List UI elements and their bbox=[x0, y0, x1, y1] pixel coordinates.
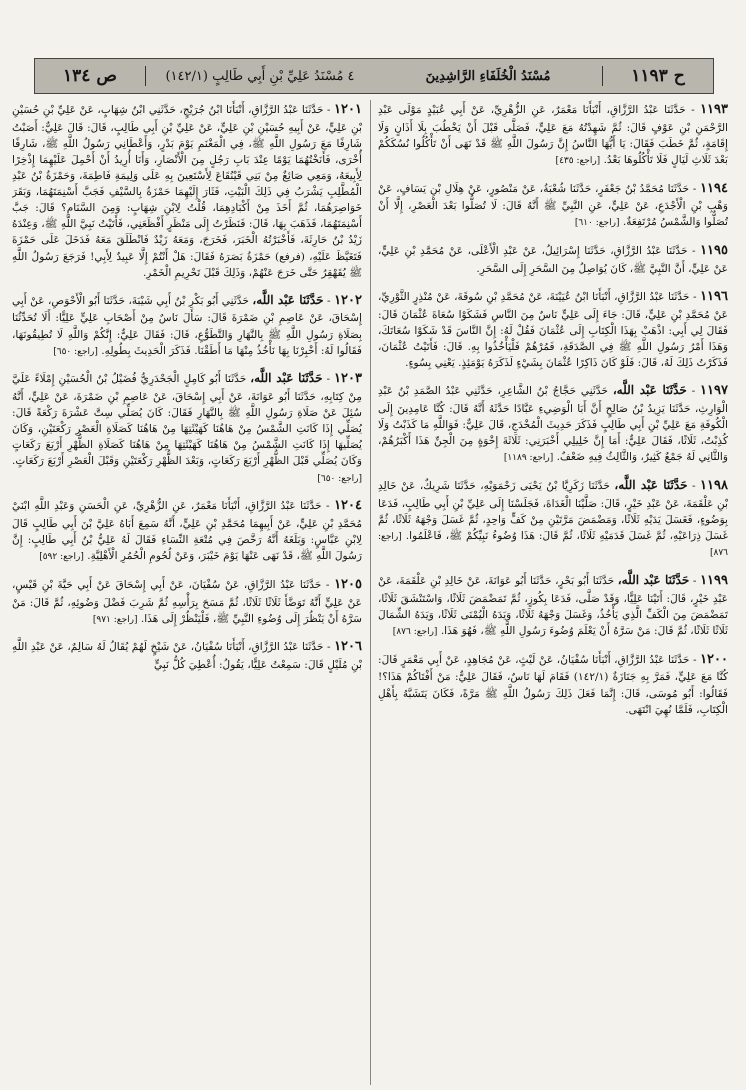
hadith-1197: ١١٩٧ - حَدَّثَنَا عَبْد اللَّه، حَدَّثَنِي حَجَّاجُ بْنُ الشَّاعِرِ، حَدَّثَنِي عَبْدُ الصَّمَدِ بْنُ عَبْدِ الْوَارِثِ، حَدَّثَنَا يَزِيدُ بْنُ صَالِحٍ أَنَّ أَبَا الْوَضِيءِ عَبَّادًا حَدَّثَهُ أَنَّهُ قَالَ: كُنَّا عَامِدِينَ إِلَى الْكُوفَةِ مَعَ عَلِيِّ بْنِ أَبِي طَالِبٍ فَذَكَرَ حَدِيثَ الْمُخْدَجِ، قَالَ عَلِيٌّ: فَوَاللَّهِ مَا كَذَبْتُ وَلَا كُذِبْتُ، ثَلَاثًا، فَقَالَ عَلِيٌّ: أَمَا إِنَّ خَلِيلِي أَخْبَرَنِي: ثَلَاثَةَ إِخْوَةٍ مِنَ الْجِنِّ هَذَا أَكْبَرُهُمْ، وَالثَّانِي لَهُ جَمْعٌ كَثِيرٌ، وَالثَّالِثُ فِيهِ ضَعْفٌ. [راجع: ١١٨٩] bbox=[378, 383, 728, 464]
hadith-number: ١٢٠١ bbox=[334, 102, 362, 117]
left-column bbox=[12, 100, 362, 1085]
hadith-number: ١١٩٨ bbox=[700, 477, 728, 493]
hadith-narrator-label: حَدَّثَنَا عَبْد اللَّه، bbox=[614, 477, 688, 492]
hadith-number: ١٢٠٥ bbox=[334, 576, 362, 592]
hadith-ref: [راجع: ٦٥٠] bbox=[53, 346, 98, 357]
hadith-text: حَدَّثَنَا عَبْدُ الرَّزَّاقِ، أَنْبَأَنَا مَعْمَرٌ، عَنِ الزُّهْرِيِّ، عَنِ الْحَسَنِ وَعَبْدِ اللَّهِ ابْنَيْ مُحَمَّدِ بْنِ عَلِيٍّ، عَنْ أَبِيهِمَا مُحَمَّدِ بْنِ عَلِيٍّ، أَنَّهُ سَمِعَ أَبَاهُ عَلِيَّ بْنَ أَبِي طَالِبٍ قَالَ لِابْنِ عَبَّاسٍ: وَبَلَغَهُ أَنَّهُ رَخَّصَ فِي مُتْعَةِ النِّسَاءِ فَقَالَ لَهُ عَلِيُّ بْنُ أَبِي طَالِبٍ: إِنَّ رَسُولَ اللَّهِ ﷺ، قَدْ نَهَى عَنْهَا يَوْمَ خَيْبَرَ، وَعَنْ لُحُومِ الْحُمُرِ الْأَهْلِيَّةِ. bbox=[12, 500, 362, 563]
hadith-text: حَدَّثَنَا عَبْدُ الرَّزَّاقِ، أَنْبَأَنَا مَعْمَرٌ، عَنِ الزُّهْرِيِّ، عَنْ أَبِي عُبَيْدٍ مَوْلَى عَبْدِ الرَّحْمَنِ بْنِ عَوْفٍ قَالَ: ثُمَّ شَهِدْتُهُ مَعَ عَلِيٍّ، فَصَلَّى قَبْلَ أَنْ يَخْطُبَ بِلَا أَذَانٍ وَلَا إِقَامَةٍ، ثُمَّ خَطَبَ فَقَالَ: يَا أَيُّهَا النَّاسُ إِنَّ رَسُولَ اللَّهِ ﷺ قَدْ نَهَى أَنْ تَأْكُلُوا نُسُكَكُمْ بَعْدَ ثَلَاثِ لَيَالٍ فَلَا تَأْكُلُوهَا بَعْدُ. bbox=[378, 104, 728, 166]
hadith-text: حَدَّثَنَا عَبْدُ الرَّزَّاقِ، حَدَّثَنَا إِسْرَائِيلُ، عَنْ عَبْدِ الْأَعْلَى، عَنْ مُحَمَّدِ بْنِ عَلِيٍّ، عَنْ عَلِيٍّ، أَنَّ النَّبِيَّ ﷺ، كَانَ يُوَاصِلُ مِنَ السَّحَرِ إِلَى السَّحَرِ. bbox=[378, 245, 728, 275]
hadith-number: ١١٩٧ bbox=[700, 383, 728, 399]
hadith-ref: [راجع: ١١٨٩] bbox=[503, 453, 554, 464]
header-hadith-ref: ح ١١٩٣ bbox=[602, 66, 713, 86]
hadith-text: حَدَّثَنَا عَبْدُ الرَّزَّاقِ، أَنْبَأَنَا ابْنُ عُيَيْنَةَ، عَنْ مُحَمَّدِ بْنِ سُوقَةَ، عَنْ مُنْذِرٍ الثَّوْرِيِّ، عَنْ مُحَمَّدِ بْنِ عَلِيٍّ، قَالَ: جَاءَ إِلَى عَلِيٍّ نَاسٌ مِنَ النَّاسِ فَشَكَوْا سُعَاةَ عُثْمَانَ قَالَ: فَقَالَ لِي أَبِي: اذْهَبْ بِهَذَا الْكِتَابِ إِلَى عُثْمَانَ فَقُلْ لَهُ: إِنَّ النَّاسَ قَدْ شَكَوْا سُعَاتَكَ، وَهَذَا أَمْرُ رَسُولِ اللَّهِ ﷺ فِي الصَّدَقَةِ، فَمُرْهُمْ فَلْيَأْخُذُوا بِهِ. قَالَ: فَأَتَيْتُ عُثْمَانَ، فَذَكَرْتُ ذَلِكَ لَهُ، قَالَ: فَلَوْ كَانَ ذَاكِرًا عُثْمَانَ بِشَيْءٍ لَذَكَرَهُ يَوْمَئِذٍ. يَعْنِي بِسُوءٍ. bbox=[378, 290, 728, 369]
hadith-ref: [راجع: ٤٣٥] bbox=[555, 155, 601, 166]
hadith-1203: ١٢٠٣ - حَدَّثَنَا عَبْد اللَّه، حَدَّثَنَا أَبُو كَامِلٍ الْجَحْدَرِيُّ فُضَيْلُ بْنُ الْحُسَيْنِ إِمْلَاءً عَلَيَّ مِنْ كِتَابِهِ، حَدَّثَنَا أَبُو عَوَانَةَ، عَنْ أَبِي إِسْحَاقَ، عَنْ عَاصِمِ بْنِ ضَمْرَةَ، عَنْ عَلِيٍّ، أَنَّهُ سُئِلَ عَنْ صَلَاةِ رَسُولِ اللَّهِ ﷺ بِالنَّهَارِ فَقَالَ: كَانَ يُصَلِّي سِتَّ عَشْرَةَ رَكْعَةً قَالَ: يُصَلِّي إِذَا كَانَتِ الشَّمْسُ مِنْ هَاهُنَا كَهَيْئَتِهَا مِنْ هَاهُنَا كَصَلَاةِ الْعَصْرِ رَكْعَتَيْنِ، وَكَانَ يُصَلِّيهَا إِذَا كَانَتِ الشَّمْسُ مِنْ هَاهُنَا كَهَيْئَتِهَا مِنْ هَاهُنَا كَصَلَاةِ الظُّهْرِ أَرْبَعَ رَكَعَاتٍ وَكَانَ يُصَلِّي قَبْلَ الظُّهْرِ أَرْبَعَ رَكَعَاتٍ، وَبَعْدَ الظُّهْرِ رَكْعَتَيْنِ وَقَبْلَ الْعَصْرِ أَرْبَعَ رَكَعَاتٍ. [راجع: ٦٥٠] bbox=[12, 371, 362, 484]
hadith-number: ١١٩٩ bbox=[700, 573, 728, 589]
hadith-1196: ١١٩٦ - حَدَّثَنَا عَبْدُ الرَّزَّاقِ، أَنْبَأَنَا ابْنُ عُيَيْنَةَ، عَنْ مُحَمَّدِ بْنِ سُوقَةَ، عَنْ مُنْذِرٍ الثَّوْرِيِّ، عَنْ مُحَمَّدِ بْنِ عَلِيٍّ، قَالَ: جَاءَ إِلَى عَلِيٍّ نَاسٌ مِنَ النَّاسِ فَشَكَوْا سُعَاةَ عُثْمَانَ قَالَ: فَقَالَ لِي أَبِي: اذْهَبْ بِهَذَا الْكِتَابِ إِلَى عُثْمَانَ فَقُلْ لَهُ: إِنَّ النَّاسَ قَدْ شَكَوْا سُعَاتَكَ، وَهَذَا أَمْرُ رَسُولِ اللَّهِ ﷺ فِي الصَّدَقَةِ، فَمُرْهُمْ فَلْيَأْخُذُوا بِهِ. قَالَ: فَأَتَيْتُ عُثْمَانَ، فَذَكَرْتُ ذَلِكَ لَهُ، قَالَ: فَلَوْ كَانَ ذَاكِرًا عُثْمَانَ بِشَيْءٍ لَذَكَرَهُ يَوْمَئِذٍ. يَعْنِي بِسُوءٍ. bbox=[378, 288, 728, 369]
hadith-1204: ١٢٠٤ - حَدَّثَنَا عَبْدُ الرَّزَّاقِ، أَنْبَأَنَا مَعْمَرٌ، عَنِ الزُّهْرِيِّ، عَنِ الْحَسَنِ وَعَبْدِ اللَّهِ ابْنَيْ مُحَمَّدِ بْنِ عَلِيٍّ، عَنْ أَبِيهِمَا مُحَمَّدِ بْنِ عَلِيٍّ، أَنَّهُ سَمِعَ أَبَاهُ عَلِيَّ بْنَ أَبِي طَالِبٍ قَالَ لِابْنِ عَبَّاسٍ: وَبَلَغَهُ أَنَّهُ رَخَّصَ فِي مُتْعَةِ النِّسَاءِ فَقَالَ لَهُ عَلِيُّ بْنُ أَبِي طَالِبٍ: إِنَّ رَسُولَ اللَّهِ ﷺ، قَدْ نَهَى عَنْهَا يَوْمَ خَيْبَرَ، وَعَنْ لُحُومِ الْحُمُرِ الْأَهْلِيَّةِ. [راجع: ٥٩٢] bbox=[12, 498, 362, 563]
hadith-text: حَدَّثَنَا عَبْدُ الرَّزَّاقِ، عَنْ سُفْيَانَ، عَنْ أَبِي إِسْحَاقَ عَنْ أَبِي حَيَّةَ بْنِ قَيْسٍ، عَنْ عَلِيٍّ أَنَّهُ تَوَضَّأَ ثَلَاثًا ثَلَاثًا، ثُمَّ مَسَحَ بِرَأْسِهِ ثُمَّ شَرِبَ فَضْلَ وَضُوئِهِ، ثُمَّ قَالَ: مَنْ سَرَّهُ أَنْ يَنْظُرَ إِلَى وُضُوءِ النَّبِيِّ ﷺ، فَلْيَنْظُرْ إِلَى هَذَا. bbox=[12, 578, 362, 625]
hadith-text: حَدَّثَنِي حَجَّاجُ بْنُ الشَّاعِرِ، حَدَّثَنِي عَبْدُ الصَّمَدِ بْنُ عَبْدِ الْوَارِثِ، حَدَّثَنَا يَزِيدُ بْنُ صَالِحٍ أَنَّ أَبَا الْوَضِيءِ عَبَّادًا حَدَّثَهُ أَنَّهُ قَالَ: كُنَّا عَامِدِينَ إِلَى الْكُوفَةِ مَعَ عَلِيِّ بْنِ أَبِي طَالِبٍ فَذَكَرَ حَدِيثَ الْمُخْدَجِ، قَالَ عَلِيٌّ: فَوَاللَّهِ مَا كَذَبْتُ وَلَا كُذِبْتُ، ثَلَاثًا، فَقَالَ عَلِيٌّ: أَمَا إِنَّ خَلِيلِي أَخْبَرَنِي: ثَلَاثَةَ إِخْوَةٍ مِنَ الْجِنِّ هَذَا أَكْبَرُهُمْ، وَالثَّانِي لَهُ جَمْعٌ كَثِيرٌ، وَالثَّالِثُ فِيهِ ضَعْفٌ. bbox=[378, 385, 728, 464]
hadith-number: ١١٩٥ bbox=[700, 243, 728, 259]
hadith-ref: [راجع: ٦١٠] bbox=[574, 218, 620, 229]
hadith-1202: ١٢٠٢ - حَدَّثَنَا عَبْد اللَّه، حَدَّثَنِي أَبُو بَكْرِ بْنُ أَبِي شَيْبَةَ، حَدَّثَنَا أَبُو الْأَحْوَصِ، عَنْ أَبِي إِسْحَاقَ، عَنْ عَاصِمِ بْنِ ضَمْرَةَ قَالَ: سَأَلَ نَاسٌ مِنْ أَصْحَابِ عَلِيٍّ عَلِيًّا: أَلَا تُحَدِّثُنَا بِصَلَاةِ رَسُولِ اللَّهِ ﷺ بِالنَّهَارِ وَالتَّطَوُّعِ، قَالَ: فَقَالَ عَلِيٌّ: إِنَّكُمْ وَاللَّهِ لَا تُطِيقُونَهَا، فَقَالُوا لَهُ: أَخْبِرْنَا بِهَا نَأْخُذُ مِنْهَا مَا أَطَقْنَا. فَذَكَرَ الْحَدِيثَ بِطُولِهِ. [راجع: ٦٥٠] bbox=[12, 292, 362, 357]
hadith-1200: ١٢٠٠ - حَدَّثَنَا عَبْدُ الرَّزَّاقِ، أَنْبَأَنَا سُفْيَانُ، عَنْ لَيْثٍ، عَنْ مُجَاهِدٍ، عَنْ أَبِي مَعْمَرٍ قَالَ: كُنَّا مَعَ عَلِيٍّ، فَمَرَّ بِهِ جَنَازَةٌ (١٤٢/١) فَقَامَ لَهَا نَاسٌ، فَقَالَ عَلِيٌّ: مَنْ أَفْتَاكُمْ هَذَا؟! فَقَالُوا: أَبُو مُوسَى، قَالَ: إِنَّمَا فَعَلَ ذَلِكَ رَسُولُ اللَّهِ ﷺ مَرَّةً، فَكَانَ يَتَشَبَّهُ بِأَهْلِ الْكِتَابِ، فَلَمَّا نُهِيَ انْتَهَى. bbox=[378, 651, 728, 716]
hadith-text: حَدَّثَنَا عَبْدُ الرَّزَّاقِ، أَنْبَأَنَا ابْنُ جُرَيْجٍ، حَدَّثَنِي ابْنُ شِهَابٍ، عَنْ عَلِيِّ بْنِ حُسَيْنِ بْنِ عَلِيٍّ، عَنْ أَبِيهِ حُسَيْنِ بْنِ عَلِيٍّ، عَنْ عَلِيِّ بْنِ أَبِي طَالِبٍ، قَالَ: قَالَ عَلِيٌّ: أَصَبْتُ شَارِفًا مَعَ رَسُولِ اللَّهِ ﷺ، فِي الْمَغْنَمِ يَوْمَ بَدْرٍ، وَأَعْطَانِي رَسُولُ اللَّهِ ﷺ، شَارِفًا أُخْرَى، فَأَنَخْتُهُمَا يَوْمًا عِنْدَ بَابِ رَجُلٍ مِنَ الْأَنْصَارِ، وَأَنَا أُرِيدُ أَنْ أَحْمِلَ عَلَيْهِمَا إِذْخِرًا لِأَبِيعَهُ، وَمَعِي صَائِغٌ مِنْ بَنِي قَيْنُقَاعَ لِأَسْتَعِينَ بِهِ عَلَى وَلِيمَةِ فَاطِمَةَ، وَحَمْزَةُ بْنُ عَبْدِ الْمُطَّلِبِ يَشْرَبُ فِي ذَلِكَ الْبَيْتِ، فَثَارَ إِلَيْهِمَا حَمْزَةُ بِالسَّيْفِ فَجَبَّ أَسْنِمَتَهُمَا، وَبَقَرَ خَوَاصِرَهُمَا، ثُمَّ أَخَذَ مِنْ أَكْبَادِهِمَا، قُلْتُ لِابْنِ شِهَابٍ: وَمِنَ السَّنَامِ؟ قَالَ: جَبَّ أَسْنِمَتَهُمَا، فَذَهَبَ بِهَا، قَالَ: فَنَظَرْتُ إِلَى مَنْظَرٍ أَفْظَعَنِي، فَأَتَيْتُ نَبِيَّ اللَّهِ ﷺ، وَعِنْدَهُ زَيْدُ بْنُ حَارِثَةَ، فَأَخْبَرْتُهُ الْخَبَرَ، فَخَرَجَ، وَمَعَهُ زَيْدٌ فَانْطَلَقَ مَعَهُ فَدَخَلَ عَلَى حَمْزَةَ فَتَغَيَّظَ عَلَيْهِ، (فرفع) حَمْزَةُ بَصَرَهُ فَقَالَ: هَلْ أَنْتُمْ إِلَّا عَبِيدٌ لِأَبِي! فَرَجَعَ رَسُولُ اللَّهِ ﷺ يُقَهْقِرُ حَتَّى خَرَجَ عَنْهُمْ، وَذَلِكَ قَبْلَ تَحْرِيمِ الْخَمْرِ. bbox=[12, 104, 362, 279]
hadith-text: حَدَّثَنَا مُحَمَّدُ بْنُ جَعْفَرٍ، حَدَّثَنَا شُعْبَةُ، عَنْ مَنْصُورٍ، عَنْ هِلَالِ بْنِ يَسَافٍ، عَنْ وَهْبِ بْنِ الْأَجْدَعِ، عَنْ عَلِيٍّ، عَنِ النَّبِيِّ ﷺ أَنَّهُ قَالَ: لَا تُصَلُّوا بَعْدَ الْعَصْرِ، إِلَّا أَنْ تُصَلُّوا وَالشَّمْسُ مُرْتَفِعَةٌ. bbox=[378, 182, 728, 229]
hadith-1193: ١١٩٣ - حَدَّثَنَا عَبْدُ الرَّزَّاقِ، أَنْبَأَنَا مَعْمَرٌ، عَنِ الزُّهْرِيِّ، عَنْ أَبِي عُبَيْدٍ مَوْلَى عَبْدِ الرَّحْمَنِ بْنِ عَوْفٍ قَالَ: ثُمَّ شَهِدْتُهُ مَعَ عَلِيٍّ، فَصَلَّى قَبْلَ أَنْ يَخْطُبَ بِلَا أَذَانٍ وَلَا إِقَامَةٍ، ثُمَّ خَطَبَ فَقَالَ: يَا أَيُّهَا النَّاسُ إِنَّ رَسُولَ اللَّهِ ﷺ قَدْ نَهَى أَنْ تَأْكُلُوا نُسُكَكُمْ بَعْدَ ثَلَاثِ لَيَالٍ فَلَا تَأْكُلُوهَا بَعْدُ. [راجع: ٤٣٥] bbox=[378, 102, 728, 166]
hadith-text: حَدَّثَنَا أَبُو بَحْرٍ، حَدَّثَنَا أَبُو عَوَانَةَ، عَنْ خَالِدِ بْنِ عَلْقَمَةَ، عَنْ عَبْدِ خَيْرٍ، قَالَ: أَتَيْنَا عَلِيًّا، وَقَدْ صَلَّى، فَدَعَا بِكُوزٍ، ثُمَّ تَمَضْمَضَ ثَلَاثًا، وَاسْتَنْشَقَ ثَلَاثًا، تَمَضْمَضَ مِنَ الْكَفِّ الَّذِي يَأْخُذُ، وَغَسَلَ وَجْهَهُ ثَلَاثًا، وَيَدَهُ الْيُمْنَى ثَلَاثًا، وَيَدَهُ الشِّمَالَ ثَلَاثًا ثَلَاثًا، ثُمَّ قَالَ: مَنْ سَرَّهُ أَنْ يَعْلَمَ وُضُوءَ رَسُولِ اللَّهِ ﷺ، فَهُوَ هَذَا. bbox=[378, 575, 728, 638]
header-section-title: ٤ مُسْنَدُ عَلِيِّ بْنِ أَبِي طَالِبٍ (١٤٢/١) bbox=[165, 68, 355, 84]
hadith-ref: [راجع: ٦٥٠] bbox=[317, 473, 362, 484]
hadith-number: ١١٩٣ bbox=[700, 102, 728, 117]
hadith-narrator-label: حَدَّثَنَا عَبْد اللَّه، bbox=[250, 371, 323, 386]
hadith-number: ١١٩٦ bbox=[700, 288, 728, 304]
hadith-number: ١٢٠٣ bbox=[334, 371, 362, 387]
hadith-text: حَدَّثَنَا عَبْدُ الرَّزَّاقِ، أَنْبَأَنَا سُفْيَانُ، عَنْ شَيْخٍ لَهُمْ يُقَالُ لَهُ سَالِمٌ، عَنْ عَبْدِ اللَّهِ بْنِ مُلَيْلٍ قَالَ: سَمِعْتُ عَلِيًّا، يَقُولُ: أُعْطِيَ كُلُّ نَبِيٍّ bbox=[12, 641, 362, 672]
hadith-narrator-label: حَدَّثَنَا عَبْد اللَّه، bbox=[612, 383, 687, 398]
hadith-1199: ١١٩٩ - حَدَّثَنَا عَبْد اللَّه، حَدَّثَنَا أَبُو بَحْرٍ، حَدَّثَنَا أَبُو عَوَانَةَ، عَنْ خَالِدِ بْنِ عَلْقَمَةَ، عَنْ عَبْدِ خَيْرٍ، قَالَ: أَتَيْنَا عَلِيًّا، وَقَدْ صَلَّى، فَدَعَا بِكُوزٍ، ثُمَّ تَمَضْمَضَ ثَلَاثًا، وَاسْتَنْشَقَ ثَلَاثًا، تَمَضْمَضَ مِنَ الْكَفِّ الَّذِي يَأْخُذُ، وَغَسَلَ وَجْهَهُ ثَلَاثًا، وَيَدَهُ الْيُمْنَى ثَلَاثًا، وَيَدَهُ الشِّمَالَ ثَلَاثًا ثَلَاثًا، ثُمَّ قَالَ: مَنْ سَرَّهُ أَنْ يَعْلَمَ وُضُوءَ رَسُولِ اللَّهِ ﷺ، فَهُوَ هَذَا. [راجع: ٨٧٦] bbox=[378, 573, 728, 638]
hadith-number: ١٢٠٢ bbox=[334, 292, 362, 308]
page-header bbox=[34, 58, 714, 94]
hadith-narrator-label: حَدَّثَنَا عَبْد اللَّه، bbox=[617, 573, 690, 588]
hadith-1198: ١١٩٨ - حَدَّثَنَا عَبْد اللَّه، حَدَّثَنَا زَكَرِيَّا بْنُ يَحْيَى زَحْمَوَيْهِ، حَدَّثَنَا شَرِيكٌ، عَنْ خَالِدِ بْنِ عَلْقَمَةَ، عَنْ عَبْدِ خَيْرٍ، قَالَ: صَلَّيْنَا الْغَدَاةَ، فَجَلَسْنَا إِلَى عَلِيِّ بْنِ أَبِي طَالِبٍ، فَدَعَا بِوَضُوءٍ، فَغَسَلَ يَدَيْهِ ثَلَاثًا، وَمَضْمَضَ مَرَّتَيْنِ مِنْ كَفٍّ وَاحِدٍ، ثُمَّ غَسَلَ وَجْهَهُ ثَلَاثًا، ثُمَّ غَسَلَ ذِرَاعَيْهِ، ثُمَّ غَسَلَ قَدَمَيْهِ ثَلَاثًا، ثُمَّ قَالَ: هَذَا وُضُوءُ نَبِيِّكُمْ ﷺ، فَاعْلَمُوا. [راجع: ٨٧٦] bbox=[378, 477, 728, 559]
column-divider bbox=[370, 100, 371, 1085]
hadith-number: ١٢٠٦ bbox=[334, 639, 362, 655]
hadith-ref: [راجع: ٩٧١] bbox=[92, 614, 138, 625]
header-book-title: مُسْنَدُ الْخُلَفَاءِ الرَّاشِدِينَ bbox=[425, 68, 551, 84]
hadith-ref: [راجع: ٨٧٦] bbox=[378, 531, 728, 559]
hadith-number: ١٢٠٤ bbox=[334, 498, 362, 514]
hadith-ref: [راجع: ٥٩٢] bbox=[39, 552, 84, 563]
hadith-narrator-label: حَدَّثَنَا عَبْد اللَّه، bbox=[252, 292, 324, 307]
hadith-text: حَدَّثَنَا زَكَرِيَّا بْنُ يَحْيَى زَحْمَوَيْهِ، حَدَّثَنَا شَرِيكٌ، عَنْ خَالِدِ بْنِ عَلْقَمَةَ، عَنْ عَبْدِ خَيْرٍ، قَالَ: صَلَّيْنَا الْغَدَاةَ، فَجَلَسْنَا إِلَى عَلِيِّ بْنِ أَبِي طَالِبٍ، فَدَعَا بِوَضُوءٍ، فَغَسَلَ يَدَيْهِ ثَلَاثًا، وَمَضْمَضَ مَرَّتَيْنِ مِنْ كَفٍّ وَاحِدٍ، ثُمَّ غَسَلَ وَجْهَهُ ثَلَاثًا، ثُمَّ غَسَلَ ذِرَاعَيْهِ، ثُمَّ غَسَلَ قَدَمَيْهِ ثَلَاثًا، ثُمَّ قَالَ: هَذَا وُضُوءُ نَبِيِّكُمْ ﷺ، فَاعْلَمُوا. bbox=[378, 479, 728, 542]
hadith-1205: ١٢٠٥ - حَدَّثَنَا عَبْدُ الرَّزَّاقِ، عَنْ سُفْيَانَ، عَنْ أَبِي إِسْحَاقَ عَنْ أَبِي حَيَّةَ بْنِ قَيْسٍ، عَنْ عَلِيٍّ أَنَّهُ تَوَضَّأَ ثَلَاثًا ثَلَاثًا، ثُمَّ مَسَحَ بِرَأْسِهِ ثُمَّ شَرِبَ فَضْلَ وَضُوئِهِ، ثُمَّ قَالَ: مَنْ سَرَّهُ أَنْ يَنْظُرَ إِلَى وُضُوءِ النَّبِيِّ ﷺ، فَلْيَنْظُرْ إِلَى هَذَا. [راجع: ٩٧١] bbox=[12, 576, 362, 625]
hadith-text: حَدَّثَنِي أَبُو بَكْرِ بْنُ أَبِي شَيْبَةَ، حَدَّثَنَا أَبُو الْأَحْوَصِ، عَنْ أَبِي إِسْحَاقَ، عَنْ عَاصِمِ بْنِ ضَمْرَةَ قَالَ: سَأَلَ نَاسٌ مِنْ أَصْحَابِ عَلِيٍّ عَلِيًّا: أَلَا تُحَدِّثُنَا بِصَلَاةِ رَسُولِ اللَّهِ ﷺ بِالنَّهَارِ وَالتَّطَوُّعِ، قَالَ: فَقَالَ عَلِيٌّ: إِنَّكُمْ وَاللَّهِ لَا تُطِيقُونَهَا، فَقَالُوا لَهُ: أَخْبِرْنَا بِهَا نَأْخُذُ مِنْهَا مَا أَطَقْنَا. فَذَكَرَ الْحَدِيثَ بِطُولِهِ. bbox=[12, 294, 362, 357]
hadith-1201: ١٢٠١ - حَدَّثَنَا عَبْدُ الرَّزَّاقِ، أَنْبَأَنَا ابْنُ جُرَيْجٍ، حَدَّثَنِي ابْنُ شِهَابٍ، عَنْ عَلِيِّ بْنِ حُسَيْنِ بْنِ عَلِيٍّ، عَنْ أَبِيهِ حُسَيْنِ بْنِ عَلِيٍّ، عَنْ عَلِيِّ بْنِ أَبِي طَالِبٍ، قَالَ: قَالَ عَلِيٌّ: أَصَبْتُ شَارِفًا مَعَ رَسُولِ اللَّهِ ﷺ، فِي الْمَغْنَمِ يَوْمَ بَدْرٍ، وَأَعْطَانِي رَسُولُ اللَّهِ ﷺ، شَارِفًا أُخْرَى، فَأَنَخْتُهُمَا يَوْمًا عِنْدَ بَابِ رَجُلٍ مِنَ الْأَنْصَارِ، وَأَنَا أُرِيدُ أَنْ أَحْمِلَ عَلَيْهِمَا إِذْخِرًا لِأَبِيعَهُ، وَمَعِي صَائِغٌ مِنْ بَنِي قَيْنُقَاعَ لِأَسْتَعِينَ بِهِ عَلَى وَلِيمَةِ فَاطِمَةَ، وَحَمْزَةُ بْنُ عَبْدِ الْمُطَّلِبِ يَشْرَبُ فِي ذَلِكَ الْبَيْتِ، فَثَارَ إِلَيْهِمَا حَمْزَةُ بِالسَّيْفِ فَجَبَّ أَسْنِمَتَهُمَا، وَبَقَرَ خَوَاصِرَهُمَا، ثُمَّ أَخَذَ مِنْ أَكْبَادِهِمَا، قُلْتُ لِابْنِ شِهَابٍ: وَمِنَ السَّنَامِ؟ قَالَ: جَبَّ أَسْنِمَتَهُمَا، فَذَهَبَ بِهَا، قَالَ: فَنَظَرْتُ إِلَى مَنْظَرٍ أَفْظَعَنِي، فَأَتَيْتُ نَبِيَّ اللَّهِ ﷺ، وَعِنْدَهُ زَيْدُ بْنُ حَارِثَةَ، فَأَخْبَرْتُهُ الْخَبَرَ، فَخَرَجَ، وَمَعَهُ زَيْدٌ فَانْطَلَقَ مَعَهُ فَدَخَلَ عَلَى حَمْزَةَ فَتَغَيَّظَ عَلَيْهِ، (فرفع) حَمْزَةُ بَصَرَهُ فَقَالَ: هَلْ أَنْتُمْ إِلَّا عَبِيدٌ لِأَبِي! فَرَجَعَ رَسُولُ اللَّهِ ﷺ يُقَهْقِرُ حَتَّى خَرَجَ عَنْهُمْ، وَذَلِكَ قَبْلَ تَحْرِيمِ الْخَمْرِ. bbox=[12, 102, 362, 279]
hadith-number: ١١٩٤ bbox=[700, 180, 728, 196]
hadith-1195: ١١٩٥ - حَدَّثَنَا عَبْدُ الرَّزَّاقِ، حَدَّثَنَا إِسْرَائِيلُ، عَنْ عَبْدِ الْأَعْلَى، عَنْ مُحَمَّدِ بْنِ عَلِيٍّ، عَنْ عَلِيٍّ، أَنَّ النَّبِيَّ ﷺ، كَانَ يُوَاصِلُ مِنَ السَّحَرِ إِلَى السَّحَرِ. bbox=[378, 243, 728, 275]
hadith-text: حَدَّثَنَا عَبْدُ الرَّزَّاقِ، أَنْبَأَنَا سُفْيَانُ، عَنْ لَيْثٍ، عَنْ مُجَاهِدٍ، عَنْ أَبِي مَعْمَرٍ قَالَ: كُنَّا مَعَ عَلِيٍّ، فَمَرَّ بِهِ جَنَازَةٌ (١٤٢/١) فَقَامَ لَهَا نَاسٌ، فَقَالَ عَلِيٌّ: مَنْ أَفْتَاكُمْ هَذَا؟! فَقَالُوا: أَبُو مُوسَى، قَالَ: إِنَّمَا فَعَلَ ذَلِكَ رَسُولُ اللَّهِ ﷺ مَرَّةً، فَكَانَ يَتَشَبَّهُ بِأَهْلِ الْكِتَابِ، فَلَمَّا نُهِيَ انْتَهَى. bbox=[378, 653, 728, 716]
hadith-ref: [راجع: ٨٧٦] bbox=[392, 627, 438, 638]
header-page-ref: ص ١٣٤ bbox=[35, 66, 146, 86]
hadith-text: حَدَّثَنَا أَبُو كَامِلٍ الْجَحْدَرِيُّ فُضَيْلُ بْنُ الْحُسَيْنِ إِمْلَاءً عَلَيَّ مِنْ كِتَابِهِ، حَدَّثَنَا أَبُو عَوَانَةَ، عَنْ أَبِي إِسْحَاقَ، عَنْ عَاصِمِ بْنِ ضَمْرَةَ، عَنْ عَلِيٍّ، أَنَّهُ سُئِلَ عَنْ صَلَاةِ رَسُولِ اللَّهِ ﷺ بِالنَّهَارِ فَقَالَ: كَانَ يُصَلِّي سِتَّ عَشْرَةَ رَكْعَةً قَالَ: يُصَلِّي إِذَا كَانَتِ الشَّمْسُ مِنْ هَاهُنَا كَهَيْئَتِهَا مِنْ هَاهُنَا كَصَلَاةِ الْعَصْرِ رَكْعَتَيْنِ، وَكَانَ يُصَلِّيهَا إِذَا كَانَتِ الشَّمْسُ مِنْ هَاهُنَا كَهَيْئَتِهَا مِنْ هَاهُنَا كَصَلَاةِ الظُّهْرِ أَرْبَعَ رَكَعَاتٍ وَكَانَ يُصَلِّي قَبْلَ الظُّهْرِ أَرْبَعَ رَكَعَاتٍ، وَبَعْدَ الظُّهْرِ رَكْعَتَيْنِ وَقَبْلَ الْعَصْرِ أَرْبَعَ رَكَعَاتٍ. bbox=[12, 373, 362, 468]
right-column bbox=[378, 100, 728, 1085]
hadith-1206: ١٢٠٦ - حَدَّثَنَا عَبْدُ الرَّزَّاقِ، أَنْبَأَنَا سُفْيَانُ، عَنْ شَيْخٍ لَهُمْ يُقَالُ لَهُ سَالِمٌ، عَنْ عَبْدِ اللَّهِ بْنِ مُلَيْلٍ قَالَ: سَمِعْتُ عَلِيًّا، يَقُولُ: أُعْطِيَ كُلُّ نَبِيٍّ bbox=[12, 639, 362, 672]
hadith-number: ١٢٠٠ bbox=[700, 651, 728, 667]
hadith-1194: ١١٩٤ - حَدَّثَنَا مُحَمَّدُ بْنُ جَعْفَرٍ، حَدَّثَنَا شُعْبَةُ، عَنْ مَنْصُورٍ، عَنْ هِلَالِ بْنِ يَسَافٍ، عَنْ وَهْبِ بْنِ الْأَجْدَعِ، عَنْ عَلِيٍّ، عَنِ النَّبِيِّ ﷺ أَنَّهُ قَالَ: لَا تُصَلُّوا بَعْدَ الْعَصْرِ، إِلَّا أَنْ تُصَلُّوا وَالشَّمْسُ مُرْتَفِعَةٌ. [راجع: ٦١٠] bbox=[378, 180, 728, 229]
